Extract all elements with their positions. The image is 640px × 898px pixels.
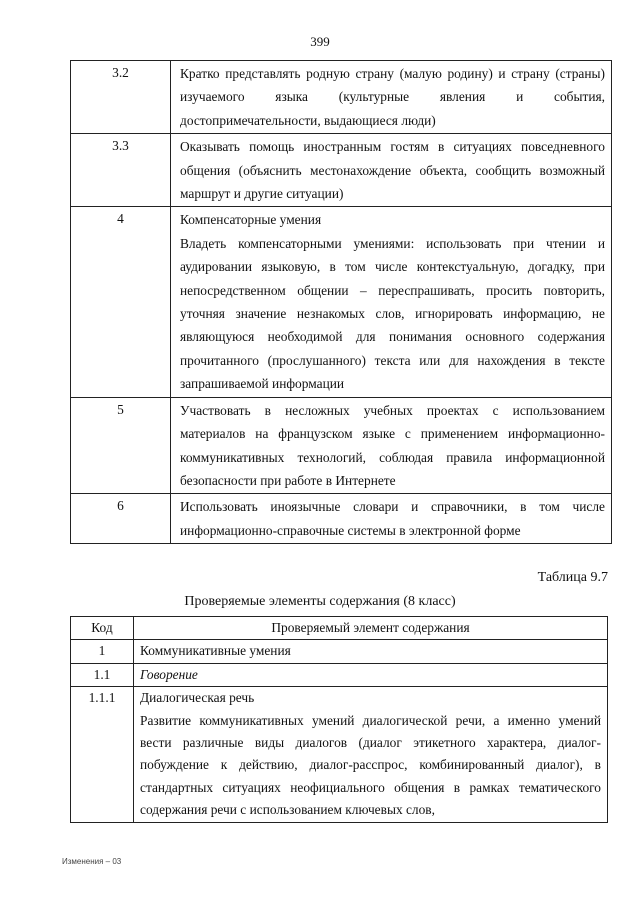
row-code: 1.1.1 [71, 687, 134, 822]
row-paragraph: Развитие коммуникативных умений диалогической речи, а именно умений вести различные виды диалогов (диалог этикетного характера, диалог-побуждение к действию, диалог-расспрос, комбинированный диалог), в стандартных ситуациях неофициального общения в рамках тематического содержания речи с использованием ключевых слов, [140, 712, 601, 818]
row-paragraph: Говорение [140, 666, 198, 682]
row-code: 1 [71, 640, 134, 663]
row-text [171, 207, 612, 397]
table-row [71, 663, 608, 686]
row-text [171, 494, 612, 544]
table-row [71, 687, 608, 822]
row-text [134, 687, 608, 822]
row-text [171, 134, 612, 207]
table-row [71, 207, 612, 397]
table-row [71, 494, 612, 544]
table-row [71, 61, 612, 134]
page-number: 399 [310, 34, 330, 49]
table-row [71, 640, 608, 663]
table-row [71, 397, 612, 494]
row-paragraph: Участвовать в несложных учебных проектах с использованием материалов на французском языке с применением информационно-коммуникативных технологий, соблюдая правила информационной безопасности при работе в Интернете [180, 402, 605, 488]
row-text [134, 640, 608, 663]
row-paragraph: Диалогическая речь [140, 690, 255, 706]
row-paragraph: Компенсаторные умения [180, 212, 322, 228]
row-text [171, 61, 612, 134]
row-code: 3.2 [71, 61, 171, 134]
table-row [71, 134, 612, 207]
row-text [171, 397, 612, 494]
row-code: 6 [71, 494, 171, 544]
row-code: 1.1 [71, 663, 134, 686]
table-header-row [71, 617, 608, 640]
table-title: Проверяемые элементы содержания (8 класс) [184, 594, 456, 609]
footer-revision: Изменения – 03 [62, 857, 122, 866]
table-caption: Таблица 9.7 [537, 570, 608, 585]
row-paragraph: Коммуникативные умения [140, 643, 291, 659]
row-code: 3.3 [71, 134, 171, 207]
row-code: 5 [71, 397, 171, 494]
row-paragraph: Кратко представлять родную страну (малую родину) и страну (страны) изучаемого языка (культурные явления и события, достопримечательности, выдающиеся люди) [180, 66, 605, 128]
row-paragraph: Владеть компенсаторными умениями: использовать при чтении и аудировании языковую, в том числе контекстуальную, догадку, при непосредственном общении – переспрашивать, просить повторить, уточняя значение незнакомых слов, игнорировать информацию, не являющуюся необходимой для понимания основного содержания прочитанного (прослушанного) текста или для нахождения в тексте запрашиваемой информации [180, 235, 605, 392]
header-code: Код [71, 617, 134, 640]
content-elements-table [70, 616, 608, 823]
row-code: 4 [71, 207, 171, 397]
row-paragraph: Оказывать помощь иностранным гостям в ситуациях повседневного общения (объяснить местонахождение объекта, сообщить возможный маршрут и другие ситуации) [180, 139, 605, 202]
skills-table [70, 60, 612, 544]
row-paragraph: Использовать иноязычные словари и справочники, в том числе информационно-справочные системы в электронной форме [180, 499, 605, 538]
header-element: Проверяемый элемент содержания [134, 617, 608, 640]
row-text [134, 663, 608, 686]
